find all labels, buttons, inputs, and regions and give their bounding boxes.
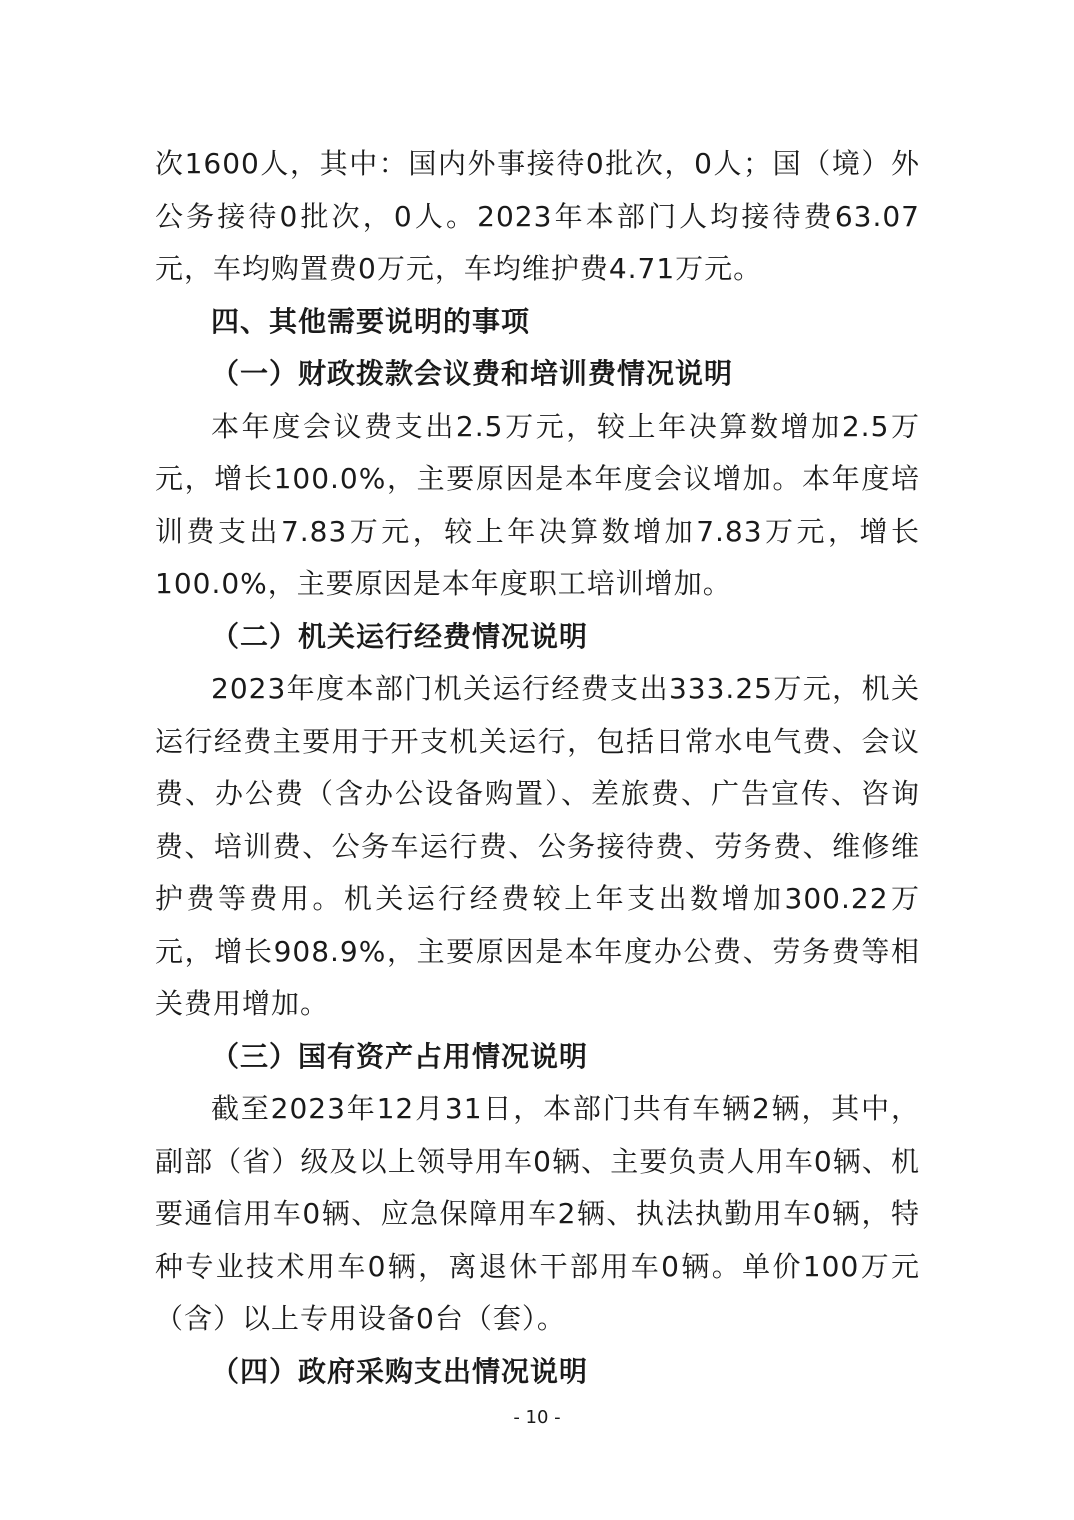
document-body (155, 138, 920, 1398)
page-number: - 10 - (513, 1407, 561, 1428)
paragraph-operating-expenses: 2023年度本部门机关运行经费支出333.25万元，机关运行经费主要用于开支机关运行，包括日常水电气费、会议费、办公费（含办公设备购置）、差旅费、广告宣传、咨询费、培训费、公务车运行费、公务接待费、劳务费、维修维护费等费用。机关运行经费较上年支出数增加300.22万元，增长908.9%，主要原因是本年度办公费、劳务费等相关费用增加。 (155, 672, 920, 1020)
subsection-heading-state-assets: （三）国有资产占用情况说明 (211, 1039, 589, 1073)
paragraph-state-assets: 截至2023年12月31日，本部门共有车辆2辆，其中，副部（省）级及以上领导用车0辆、主要负责人用车0辆、机要通信用车0辆、应急保障用车2辆、执法执勤用车0辆，特种专业技术用车0辆，离退休干部用车0辆。单价100万元（含）以上专用设备0台（套）。 (155, 1092, 920, 1335)
subsection-heading-operating-expenses: （二）机关运行经费情况说明 (211, 619, 589, 653)
subsection-heading-procurement: （四）政府采购支出情况说明 (211, 1354, 589, 1388)
paragraph-reception-summary: 次1600人，其中：国内外事接待0批次，0人；国（境）外公务接待0批次，0人。2023年本部门人均接待费63.07元，车均购置费0万元，车均维护费4.71万元。 (155, 147, 920, 285)
subsection-heading-meeting-training: （一）财政拨款会议费和培训费情况说明 (211, 357, 734, 390)
section-heading-other-matters: 四、其他需要说明的事项 (211, 304, 531, 338)
paragraph-meeting-training: 本年度会议费支出2.5万元，较上年决算数增加2.5万元，增长100.0%，主要原因是本年度会议增加。本年度培训费支出7.83万元，较上年决算数增加7.83万元，增长100.0%，主要原因是本年度职工培训增加。 (155, 409, 920, 600)
